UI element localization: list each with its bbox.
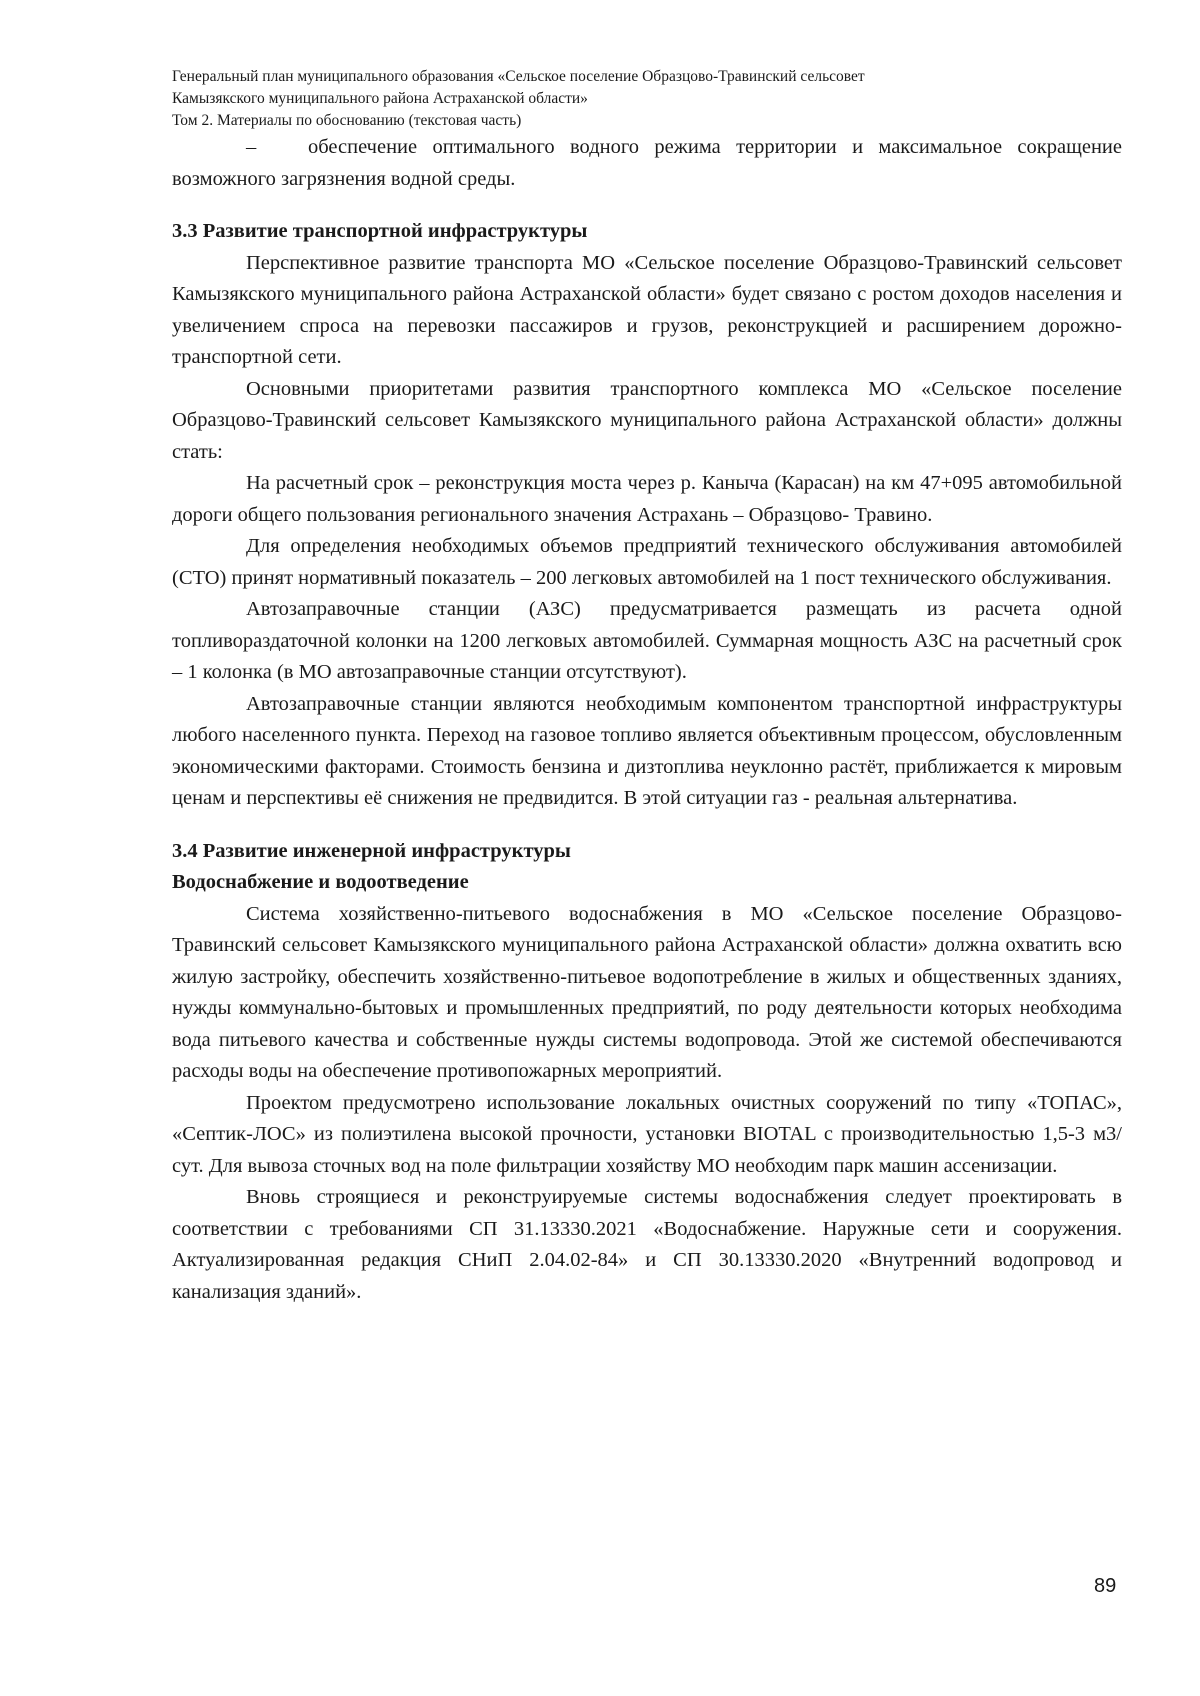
header-line-3: Том 2. Материалы по обоснованию (текстовая часть): [172, 112, 522, 129]
document-page: [172, 66, 1122, 1308]
paragraph: Автозаправочные станции (АЗС) предусматривается размещать из расчета одной топливораздаточной колонки на 1200 легковых автомобилей. Суммарная мощность АЗС на расчетный срок – 1 колонка (в МО автозаправочные станции отсутствуют).: [172, 598, 1122, 683]
header-line-2: Камызякского муниципального района Астраханской области»: [172, 90, 588, 107]
paragraph: Перспективное развитие транспорта МО «Сельское поселение Образцово-Травинский сельсовет Камызякского муниципального района Астраханской области» будет связано с ростом доходов населения и увеличением спроса на перевозки пассажиров и грузов, реконструкцией и расширением дорожно-транспортной сети.: [172, 251, 1122, 368]
paragraph: Основными приоритетами развития транспортного комплекса МО «Сельское поселение Образцово-Травинский сельсовет Камызякского муниципального района Астраханской области» должны стать:: [172, 377, 1122, 463]
section-heading-3-4: 3.4 Развитие инженерной инфраструктуры: [172, 839, 571, 862]
paragraph: На расчетный срок – реконструкция моста через р. Каныча (Карасан) на км 47+095 автомобильной дороги общего пользования регионального значения Астрахань – Образцово- Травино.: [172, 472, 1122, 526]
header-line-1: Генеральный план муниципального образования «Сельское поселение Образцово-Травинский сельсовет: [172, 68, 865, 85]
paragraph: Для определения необходимых объемов предприятий технического обслуживания автомобилей (СТО) принят нормативный показатель – 200 легковых автомобилей на 1 пост технического обслуживания.: [172, 535, 1122, 589]
intro-list-item-text: обеспечение оптимального водного режима территории и максимальное сокращение возможного загрязнения водной среды.: [172, 136, 1122, 190]
section-heading-3-3: 3.3 Развитие транспортной инфраструктуры: [172, 220, 588, 242]
paragraph: Проектом предусмотрено использование локальных очистных сооружений по типу «ТОПАС», «Септик-ЛОС» из полиэтилена высокой прочности, установки BIOTAL с производительностью 1,5-3 м3/сут. Для вывоза сточных вод на поле фильтрации хозяйству МО необходим парк машин ассенизации.: [172, 1091, 1122, 1177]
page-number: 89: [1094, 1575, 1117, 1597]
paragraph: Автозаправочные станции являются необходимым компонентом транспортной инфраструктуры любого населенного пункта. Переход на газовое топливо является объективным процессом, обусловленным экономическими факторами. Стоимость бензина и дизтоплива неуклонно растёт, приближается к мировым ценам и перспективы её снижения не предвидится. В этой ситуации газ - реальная альтернатива.: [172, 692, 1122, 809]
dash-marker: –: [246, 136, 257, 158]
paragraph: Система хозяйственно-питьевого водоснабжения в МО «Сельское поселение Образцово-Травинский сельсовет Камызякского муниципального района Астраханской области» должна охватить всю жилую застройку, обеспечить хозяйственно-питьевое водопотребление в жилых и общественных зданиях, нужды коммунально-бытовых и промышленных предприятий, по роду деятельности которых необходима вода питьевого качества и собственные нужды системы водопровода. Этой же системой обеспечиваются расходы воды на обеспечение противопожарных мероприятий.: [172, 902, 1122, 1082]
running-header: [172, 66, 1122, 132]
paragraph: Вновь строящиеся и реконструируемые системы водоснабжения следует проектировать в соответствии с требованиями СП 31.13330.2021 «Водоснабжение. Наружные сети и сооружения. Актуализированная редакция СНиП 2.04.02-84» и СП 30.13330.2020 «Внутренний водопровод и канализация зданий».: [172, 1186, 1122, 1303]
subsection-heading: Водоснабжение и водоотведение: [172, 871, 469, 893]
intro-list-item: [172, 132, 1122, 195]
